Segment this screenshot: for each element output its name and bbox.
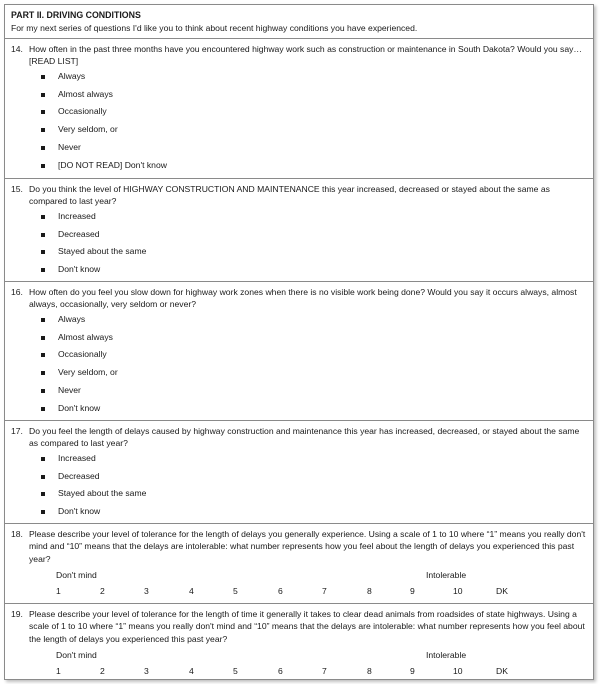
scale-high-label: Intolerable	[426, 570, 467, 581]
question-text: Please describe your level of tolerance for the length of time it generally it takes to clear dead animals from roadsides of state highways. Using a scale of 1 to 10 where “1” means you really don't mind and “10” means that the delays are intolerable: what number represents how you feel about the length of delays you experienced this past year?	[29, 609, 585, 644]
answer-option: Don't know	[41, 400, 593, 418]
answer-option: Occasionally	[41, 346, 593, 364]
scale-option: 4	[189, 586, 194, 597]
bullet-icon	[41, 110, 45, 114]
bullet-icon	[41, 353, 45, 357]
answer-option: Never	[41, 139, 593, 157]
scale-option: 1	[56, 666, 61, 677]
answer-options	[41, 311, 593, 418]
question-number: 17.	[11, 426, 23, 436]
section-header	[5, 5, 593, 39]
scale-option: 6	[278, 586, 283, 597]
answer-option: Decreased	[41, 468, 593, 486]
answer-option: Always	[41, 68, 593, 86]
question-number: 14.	[11, 44, 23, 54]
answer-option: Almost always	[41, 86, 593, 104]
answer-option: Don't know	[41, 261, 593, 279]
question-17	[5, 421, 593, 524]
section-intro: For my next series of questions I'd like you to think about recent highway conditions you have experienced.	[11, 23, 418, 33]
scale-option: 7	[322, 586, 327, 597]
scale-option: 9	[410, 586, 415, 597]
bullet-icon	[41, 250, 45, 254]
bullet-icon	[41, 492, 45, 496]
bullet-icon	[41, 93, 45, 97]
bullet-icon	[41, 371, 45, 375]
scale-option: 10	[453, 586, 463, 597]
bullet-icon	[41, 457, 45, 461]
scale-option: 10	[453, 666, 463, 677]
bullet-icon	[41, 407, 45, 411]
answer-option: Increased	[41, 450, 593, 468]
answer-option: Never	[41, 382, 593, 400]
scale-option: 2	[100, 586, 105, 597]
scale-low-label: Don't mind	[56, 570, 97, 581]
question-text: Do you feel the length of delays caused by highway construction and maintenance this year has increased, decreased, or stayed about the same as compared to last year?	[29, 426, 580, 449]
answer-option: Don't know	[41, 503, 593, 521]
question-number: 18.	[11, 529, 23, 539]
bullet-icon	[41, 389, 45, 393]
scale-option: 2	[100, 666, 105, 677]
bullet-icon	[41, 510, 45, 514]
scale-labels	[5, 568, 593, 584]
question-number: 15.	[11, 184, 23, 194]
question-text: How often do you feel you slow down for highway work zones when there is no visible work being done? Would you say it occurs always, almost always, occasionally, very seldom or never?	[29, 287, 577, 310]
scale-option: 3	[144, 586, 149, 597]
scale-option: 5	[233, 666, 238, 677]
scale-labels	[5, 648, 593, 664]
question-number: 16.	[11, 287, 23, 297]
bullet-icon	[41, 164, 45, 168]
scale-option: 8	[367, 666, 372, 677]
answer-options	[41, 208, 593, 279]
bullet-icon	[41, 268, 45, 272]
scale-high-label: Intolerable	[426, 650, 467, 661]
answer-option: Stayed about the same	[41, 485, 593, 503]
bullet-icon	[41, 215, 45, 219]
answer-options	[41, 68, 593, 175]
scale-option: 7	[322, 666, 327, 677]
answer-option: Occasionally	[41, 103, 593, 121]
answer-option: Very seldom, or	[41, 121, 593, 139]
question-15	[5, 179, 593, 282]
bullet-icon	[41, 128, 45, 132]
scale-option: 9	[410, 666, 415, 677]
answer-option: Very seldom, or	[41, 364, 593, 382]
bullet-icon	[41, 233, 45, 237]
question-14	[5, 39, 593, 179]
scale-option: 8	[367, 586, 372, 597]
question-text: Do you think the level of HIGHWAY CONSTRUCTION AND MAINTENANCE this year increased, decreased or stayed about the same as compared to last year?	[29, 184, 550, 207]
question-number: 19.	[11, 609, 23, 619]
bullet-icon	[41, 146, 45, 150]
scale-option: 4	[189, 666, 194, 677]
answer-option: Decreased	[41, 226, 593, 244]
bullet-icon	[41, 75, 45, 79]
scale-option: 5	[233, 586, 238, 597]
bullet-icon	[41, 475, 45, 479]
bullet-icon	[41, 336, 45, 340]
scale-option: 3	[144, 666, 149, 677]
survey-page	[4, 4, 594, 680]
scale-low-label: Don't mind	[56, 650, 97, 661]
answer-option: Increased	[41, 208, 593, 226]
question-text: How often in the past three months have you encountered highway work such as construction or maintenance in South Dakota? Would you say…[READ LIST]	[29, 44, 583, 67]
rating-scale	[5, 664, 593, 680]
answer-option: Stayed about the same	[41, 243, 593, 261]
bullet-icon	[41, 318, 45, 322]
scale-option: DK	[496, 586, 508, 597]
rating-scale	[5, 584, 593, 600]
section-title: PART II. DRIVING CONDITIONS	[11, 10, 141, 20]
scale-option: 6	[278, 666, 283, 677]
question-16	[5, 282, 593, 421]
question-18	[5, 524, 593, 604]
answer-option: [DO NOT READ] Don't know	[41, 157, 593, 175]
answer-option: Always	[41, 311, 593, 329]
scale-option: DK	[496, 666, 508, 677]
question-19	[5, 604, 593, 680]
scale-option: 1	[56, 586, 61, 597]
answer-options	[41, 450, 593, 521]
question-text: Please describe your level of tolerance for the length of delays you generally experience. Using a scale of 1 to 10 where “1” means you really don't mind and “10” means that the delays are intolerable: what number represents how you feel about the length of delays you experienced this past year?	[29, 529, 586, 564]
answer-option: Almost always	[41, 329, 593, 347]
